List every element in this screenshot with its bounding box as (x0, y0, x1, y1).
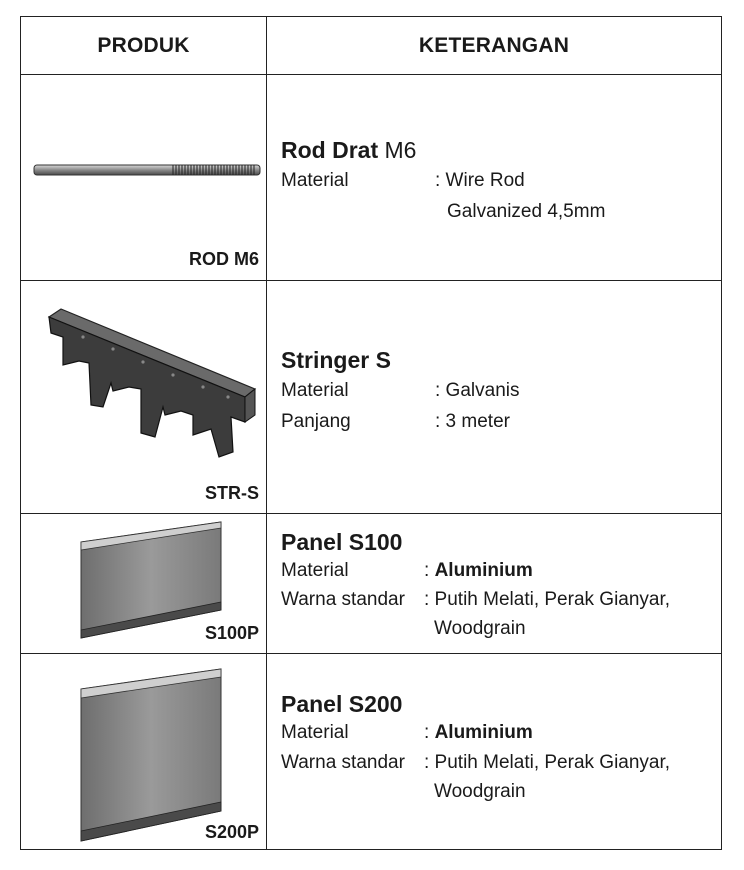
product-code: ROD M6 (188, 249, 259, 269)
threaded-rod-icon (33, 162, 261, 182)
spec-value: : Putih Melati, Perak Gianyar, (424, 589, 671, 610)
header-produk: PRODUK (97, 33, 190, 57)
spec-value: Woodgrain (434, 781, 526, 802)
product-code: S100P (204, 623, 259, 643)
spec-label: Panjang (281, 411, 351, 432)
spec-value: Woodgrain (434, 618, 526, 639)
spec-value: : Aluminium (424, 560, 533, 581)
ceiling-panel-icon (77, 665, 227, 845)
spec-value: : Wire Rod (435, 170, 525, 191)
spec-value: : 3 meter (435, 411, 510, 432)
stringer-carrier-icon (43, 307, 258, 462)
spec-label: Warna standar (281, 752, 405, 773)
product-name: Stringer S (281, 347, 391, 373)
spec-label: Material (281, 170, 349, 191)
ceiling-panel-icon (77, 520, 227, 640)
spec-value: Galvanized 4,5mm (447, 201, 606, 222)
spec-label: Material (281, 560, 349, 581)
header-keterangan: KETERANGAN (418, 33, 570, 57)
spec-label: Material (281, 722, 349, 743)
product-name: Rod Drat M6 (281, 137, 417, 163)
product-code: S200P (204, 822, 259, 842)
product-name: Panel S200 (281, 691, 403, 717)
spec-value: : Galvanis (435, 380, 520, 401)
row-divider (21, 513, 721, 514)
spec-label: Material (281, 380, 349, 401)
product-table (20, 16, 722, 850)
product-name: Panel S100 (281, 529, 403, 555)
column-divider (266, 17, 267, 849)
row-divider (21, 280, 721, 281)
row-divider (21, 653, 721, 654)
spec-label: Warna standar (281, 589, 405, 610)
product-code: STR-S (205, 483, 259, 503)
spec-value: : Putih Melati, Perak Gianyar, (424, 752, 671, 773)
spec-value: : Aluminium (424, 722, 533, 743)
row-divider (21, 74, 721, 75)
